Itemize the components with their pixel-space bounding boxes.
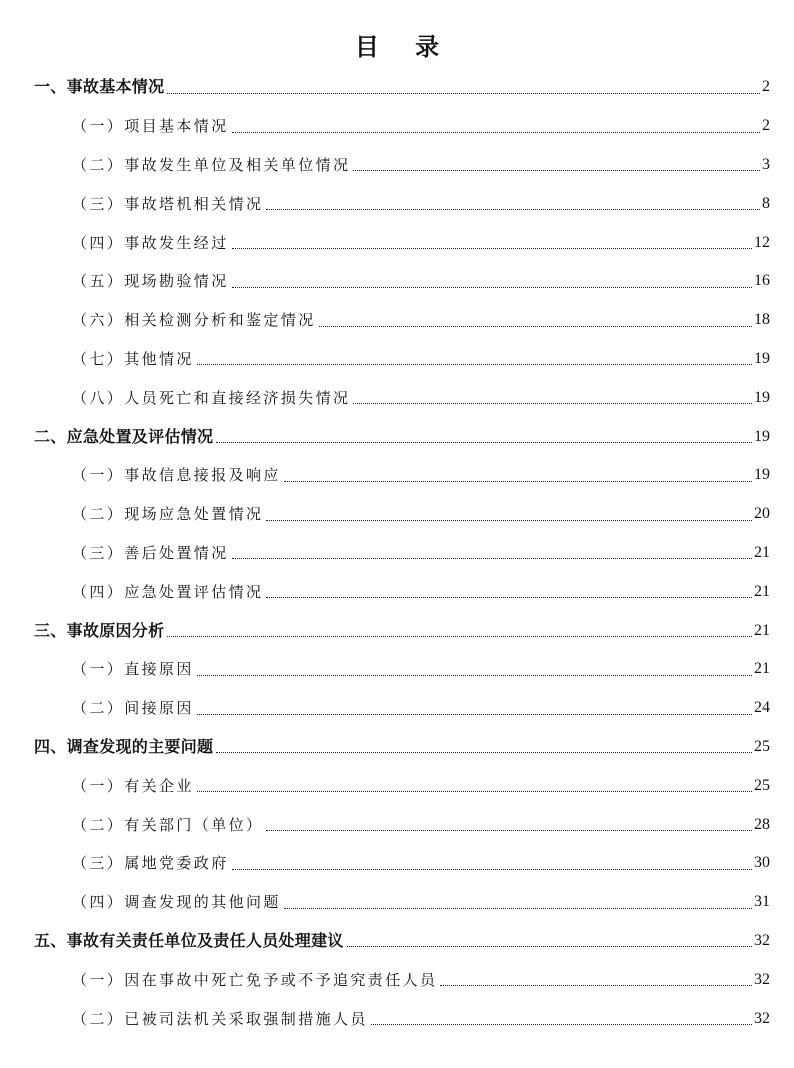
toc-entry-label: 二、应急处置及评估情况 xyxy=(34,426,214,446)
toc-dot-leader xyxy=(347,946,752,947)
toc-dot-leader xyxy=(284,481,752,482)
toc-dot-leader xyxy=(266,830,752,831)
toc-dot-leader xyxy=(440,985,752,986)
toc-chapter-entry[interactable] xyxy=(0,68,794,107)
toc-page-number: 32 xyxy=(754,931,770,949)
toc-entry-label: （二）已被司法机关采取强制措施人员 xyxy=(72,1009,368,1028)
toc-dot-leader xyxy=(371,1024,752,1025)
toc-entry-label: （一）有关企业 xyxy=(72,776,194,795)
toc-page-number: 2 xyxy=(762,117,770,135)
toc-section-entry[interactable] xyxy=(0,107,794,146)
toc-page-number: 19 xyxy=(754,466,770,484)
toc-dot-leader xyxy=(197,714,752,715)
toc-entry-label: （一）项目基本情况 xyxy=(72,117,229,136)
toc-dot-leader xyxy=(216,752,752,753)
toc-page-number: 21 xyxy=(754,621,770,639)
toc-page-number: 24 xyxy=(754,699,770,717)
toc-entry-label: （四）应急处置评估情况 xyxy=(72,582,264,601)
toc-page-number: 8 xyxy=(762,194,770,212)
toc-page-number: 25 xyxy=(754,776,770,794)
toc-page-number: 19 xyxy=(754,388,770,406)
toc-page-number: 19 xyxy=(754,427,770,445)
toc-section-entry[interactable] xyxy=(0,456,794,495)
toc-entry-label: 三、事故原因分析 xyxy=(34,620,165,640)
toc-dot-leader xyxy=(266,520,752,521)
toc-page-number: 3 xyxy=(762,155,770,173)
toc-section-entry[interactable] xyxy=(0,534,794,573)
toc-entry-label: （二）事故发生单位及相关单位情况 xyxy=(72,155,351,174)
toc-entry-label: （三）事故塔机相关情况 xyxy=(72,194,264,213)
toc-dot-leader xyxy=(266,209,760,210)
toc-chapter-entry[interactable] xyxy=(0,728,794,767)
toc-dot-leader xyxy=(353,170,760,171)
toc-section-entry[interactable] xyxy=(0,146,794,185)
toc-entry-label: （一）直接原因 xyxy=(72,660,194,679)
toc-page-number: 19 xyxy=(754,349,770,367)
toc-dot-leader xyxy=(232,869,752,870)
toc-page-number: 18 xyxy=(754,311,770,329)
toc-page-number: 20 xyxy=(754,505,770,523)
toc-dot-leader xyxy=(167,636,752,637)
toc-chapter-entry[interactable] xyxy=(0,417,794,456)
toc-section-entry[interactable] xyxy=(0,495,794,534)
toc-section-entry[interactable] xyxy=(0,378,794,417)
toc-page-number: 30 xyxy=(754,854,770,872)
page-title: 目 录 xyxy=(354,33,454,61)
toc-entry-label: （三）善后处置情况 xyxy=(72,543,229,562)
toc-dot-leader xyxy=(232,132,760,133)
toc-dot-leader xyxy=(216,442,752,443)
toc-dot-leader xyxy=(232,287,752,288)
toc-dot-leader xyxy=(266,597,752,598)
table-of-contents xyxy=(0,68,794,1038)
toc-page-number: 21 xyxy=(754,543,770,561)
toc-dot-leader xyxy=(197,364,752,365)
toc-section-entry[interactable] xyxy=(0,650,794,689)
toc-chapter-entry[interactable] xyxy=(0,611,794,650)
toc-entry-label: （二）间接原因 xyxy=(72,699,194,718)
toc-dot-leader xyxy=(284,908,752,909)
toc-section-entry[interactable] xyxy=(0,262,794,301)
toc-entry-label: （五）现场勘验情况 xyxy=(72,272,229,291)
toc-entry-label: （四）事故发生经过 xyxy=(72,233,229,252)
toc-dot-leader xyxy=(232,558,752,559)
toc-entry-label: （八）人员死亡和直接经济损失情况 xyxy=(72,388,351,407)
toc-section-entry[interactable] xyxy=(0,184,794,223)
toc-entry-label: （一）因在事故中死亡免予或不予追究责任人员 xyxy=(72,970,438,989)
toc-entry-label: 五、事故有关责任单位及责任人员处理建议 xyxy=(34,930,344,950)
toc-entry-label: （二）有关部门（单位） xyxy=(72,815,264,834)
toc-entry-label: （二）现场应急处置情况 xyxy=(72,505,264,524)
toc-dot-leader xyxy=(232,248,752,249)
toc-page-number: 2 xyxy=(762,78,770,96)
toc-entry-label: （六）相关检测分析和鉴定情况 xyxy=(72,311,316,330)
toc-section-entry[interactable] xyxy=(0,572,794,611)
toc-page-number: 12 xyxy=(754,233,770,251)
toc-page-number: 21 xyxy=(754,582,770,600)
toc-section-entry[interactable] xyxy=(0,301,794,340)
toc-section-entry[interactable] xyxy=(0,689,794,728)
toc-section-entry[interactable] xyxy=(0,883,794,922)
toc-dot-leader xyxy=(167,93,760,94)
toc-dot-leader xyxy=(319,326,752,327)
toc-section-entry[interactable] xyxy=(0,844,794,883)
toc-section-entry[interactable] xyxy=(0,805,794,844)
toc-section-entry[interactable] xyxy=(0,999,794,1038)
toc-page-number: 16 xyxy=(754,272,770,290)
toc-page-number: 25 xyxy=(754,737,770,755)
toc-entry-label: （四）调查发现的其他问题 xyxy=(72,893,281,912)
toc-entry-label: 四、调查发现的主要问题 xyxy=(34,736,214,756)
toc-entry-label: 一、事故基本情况 xyxy=(34,77,165,97)
toc-entry-label: （七）其他情况 xyxy=(72,349,194,368)
toc-page-number: 21 xyxy=(754,660,770,678)
toc-dot-leader xyxy=(197,675,752,676)
toc-section-entry[interactable] xyxy=(0,340,794,379)
toc-page-number: 31 xyxy=(754,893,770,911)
toc-page-number: 28 xyxy=(754,815,770,833)
toc-entry-label: （三）属地党委政府 xyxy=(72,854,229,873)
toc-dot-leader xyxy=(353,403,752,404)
toc-page-number: 32 xyxy=(754,970,770,988)
toc-page-number: 32 xyxy=(754,1009,770,1027)
toc-section-entry[interactable] xyxy=(0,223,794,262)
toc-chapter-entry[interactable] xyxy=(0,922,794,961)
toc-section-entry[interactable] xyxy=(0,766,794,805)
toc-entry-label: （一）事故信息接报及响应 xyxy=(72,466,281,485)
toc-section-entry[interactable] xyxy=(0,960,794,999)
toc-dot-leader xyxy=(197,791,752,792)
